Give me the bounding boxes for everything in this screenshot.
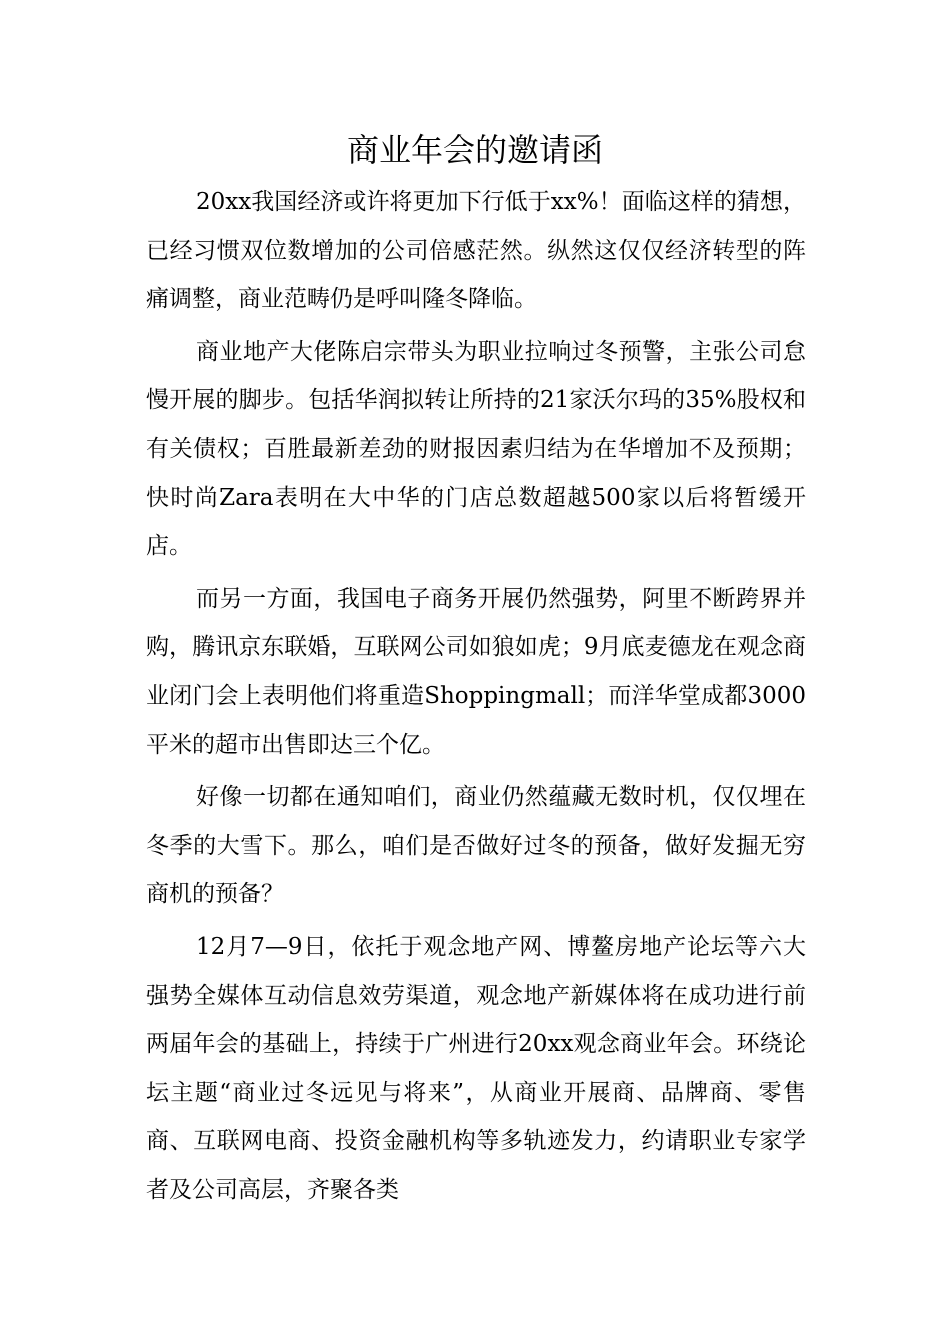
paragraph-1: 20xx我国经济或许将更加下行低于xx%！面临这样的猜想，已经习惯双位数增加的公司倍感茫然。纵然这仅仅经济转型的阵痛调整，商业范畴仍是呼叫隆冬降临。 xyxy=(146,189,806,313)
paragraph-5: 12月7—9日，依托于观念地产网、博鳌房地产论坛等六大强势全媒体互动信息效劳渠道，观念地产新媒体将在成功进行前两届年会的基础上，持续于广州进行20xx观念商业年会。环绕论坛主题“商业过冬远见与将来”，从商业开展商、品牌商、零售商、互联网电商、投资金融机构等多轨迹发力，约请职业专家学者及公司高层，齐聚各类 xyxy=(146,933,806,1203)
paragraph-3: 而另一方面，我国电子商务开展仍然强势，阿里不断跨界并购，腾讯京东联婚，互联网公司如狼如虎；9月底麦德龙在观念商业闭门会上表明他们将重造Shoppingmall；而洋华堂成都3000平米的超市出售即达三个亿。 xyxy=(146,585,806,758)
paragraph-4: 好像一切都在通知咱们，商业仍然蕴藏无数时机，仅仅埋在冬季的大雪下。那么，咱们是否做好过冬的预备，做好发掘无穷商机的预备？ xyxy=(146,784,806,908)
document-body xyxy=(146,178,806,1218)
document-title: 商业年会的邀请函 xyxy=(346,131,603,169)
paragraph-2: 商业地产大佬陈启宗带头为职业拉响过冬预警，主张公司怠慢开展的脚步。包括华润拟转让所持的21家沃尔玛的35%股权和有关债权；百胜最新差劲的财报因素归结为在华增加不及预期；快时尚Zara表明在大中华的门店总数超越500家以后将暂缓开店。 xyxy=(146,338,806,560)
